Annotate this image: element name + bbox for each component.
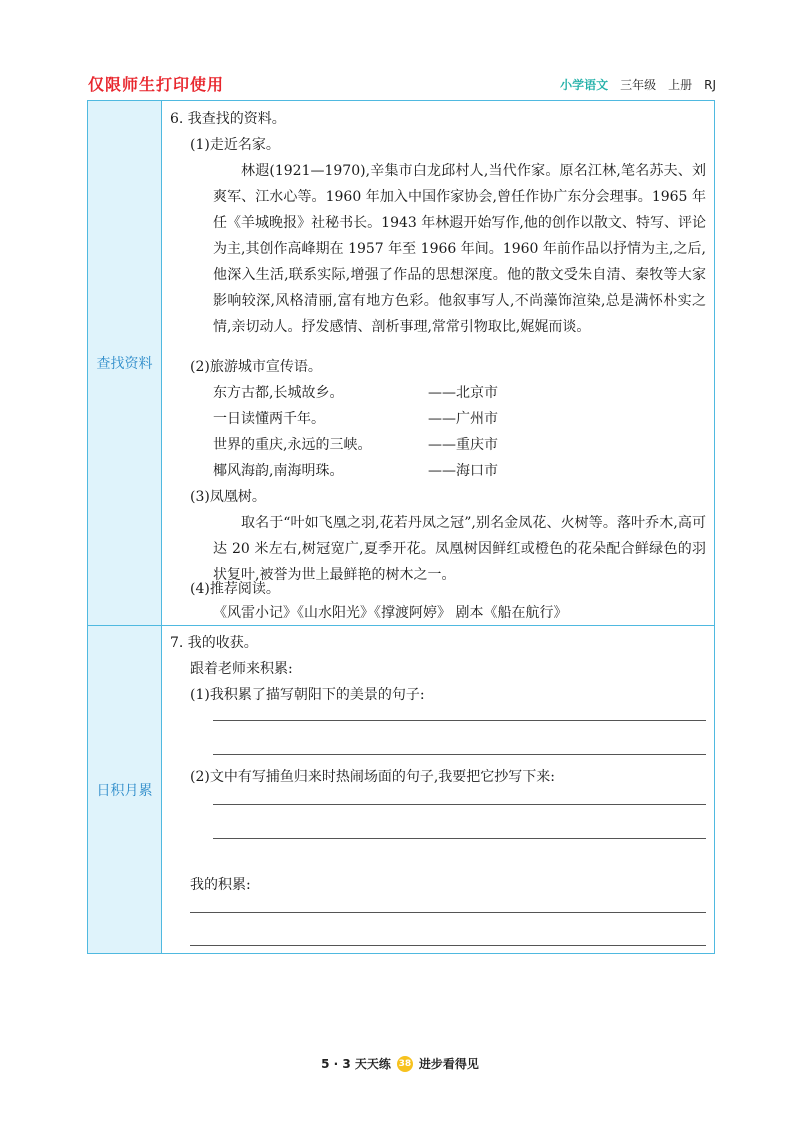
slogan-text: 椰风海韵,南海明珠。 [213, 463, 344, 479]
q6-part2-title: (2)旅游城市宣传语。 [190, 359, 322, 375]
slogan-city: ——重庆市 [428, 437, 498, 453]
slogan-text: 东方古都,长城故乡。 [213, 385, 344, 401]
answer-line[interactable] [213, 838, 706, 839]
q6-title: 6. 我查找的资料。 [170, 111, 286, 127]
edition-label: RJ [704, 77, 716, 92]
page-number: 38 [397, 1056, 413, 1072]
slogan-city: ——海口市 [428, 463, 498, 479]
q7-intro: 跟着老师来积累: [190, 661, 293, 677]
answer-line[interactable] [190, 945, 706, 946]
q6-part1-text: 林遐(1921—1970),辛集市白龙邱村人,当代作家。原名江林,笔名苏夫、刘爽军、江水心等。1960 年加入中国作家协会,曾任作协广东分会理事。1965 年任《羊城晚报》社秘书长。1943 年林遐开始写作,他的创作以散文、特写、评论为主,其创作高峰期在 1957 年至 1966 年间。1960 年前作品以抒情为主,之后,他深入生活,联系实际,增强了作品的思想深度。他的散文受朱自清、秦牧等大家影响较深,风格清丽,富有地方色彩。他叙事写人,不尚藻饰渲染,总是满怀朴实之情,亲切动人。抒发感情、剖析事理,常常引物取比,娓娓而谈。 [213, 163, 706, 335]
slogan-city: ——广州市 [428, 411, 498, 427]
footer [0, 1055, 800, 1072]
q7-item1: (1)我积累了描写朝阳下的美景的句子: [190, 687, 425, 703]
section-label-research: 查找资料 [88, 101, 162, 625]
footer-brand: 5 · 3 天天练 [321, 1057, 391, 1071]
volume-label: 上册 [668, 78, 693, 92]
answer-line[interactable] [213, 754, 706, 755]
slogan-text: 一日读懂两千年。 [213, 411, 325, 427]
q6-part4-text: 《风雷小记》《山水阳光》《撑渡阿婷》 剧本《船在航行》 [213, 605, 568, 621]
answer-line[interactable] [213, 804, 706, 805]
footer-slogan: 进步看得见 [418, 1057, 479, 1071]
q6-part3-text: 取名于“叶如飞凰之羽,花若丹凤之冠”,别名金凤花、火树等。落叶乔木,高可达 20 米左右,树冠宽广,夏季开花。凤凰树因鲜红或橙色的花朵配合鲜绿色的羽状复叶,被誉为世上最鲜艳的树木之一。 [213, 515, 706, 583]
q6-part3-title: (3)凤凰树。 [190, 489, 266, 505]
answer-line[interactable] [213, 720, 706, 721]
subject-label: 小学语文 [560, 78, 609, 92]
q6-part4-title: (4)推荐阅读。 [190, 581, 280, 597]
answer-line[interactable] [190, 912, 706, 913]
q7-mine: 我的积累: [190, 877, 251, 893]
print-notice: 仅限师生打印使用 [88, 75, 225, 94]
q6-part1-title: (1)走近名家。 [190, 137, 280, 153]
slogan-city: ——北京市 [428, 385, 498, 401]
q7-item2: (2)文中有写捕鱼归来时热闹场面的句子,我要把它抄写下来: [190, 769, 555, 785]
book-info [560, 76, 716, 93]
q7-title: 7. 我的收获。 [170, 635, 258, 651]
grade-label: 三年级 [620, 78, 657, 92]
section-label-accumulate: 日积月累 [88, 625, 162, 953]
slogan-text: 世界的重庆,永远的三峡。 [213, 437, 372, 453]
